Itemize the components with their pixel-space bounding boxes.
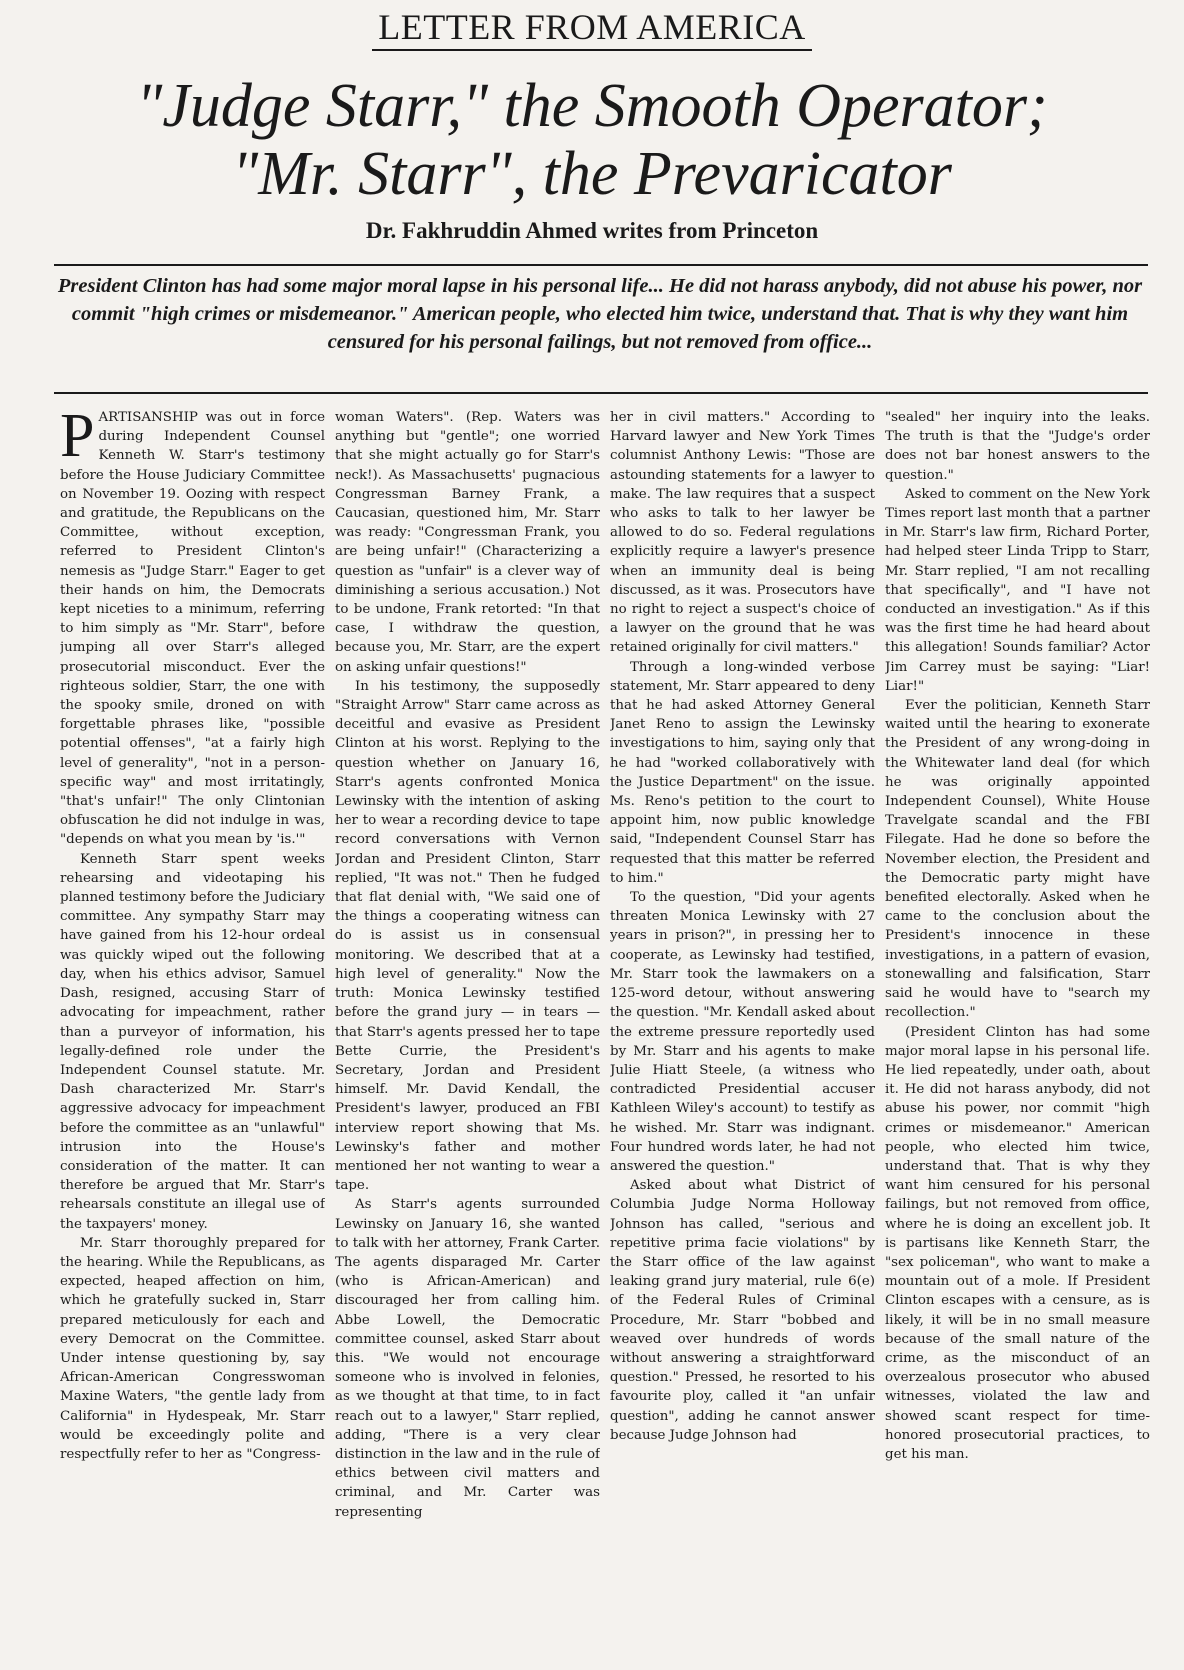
article-paragraph: Through a long-winded verbose statement, Mr. Starr appeared to deny that he had asked Attorney General Janet Reno to assign the Lewinsky investigations to him, saying only that he had "worked collaboratively with the Justice Department" on the issue. Ms. Reno's petition to the court to appoint him, now public knowledge said, "Independent Counsel Starr has requested that this matter be referred to him." (610, 659, 875, 886)
headline-line-2: "Mr. Starr", the Prevaricator (232, 140, 952, 208)
article-paragraph: Asked about what District of Columbia Judge Norma Holloway Johnson has called, "serious and repetitive prima facie violations" by the Starr office of the law against leaking grand jury material, rule 6(e) of the Federal Rules of Criminal Procedure, Mr. Starr "bobbed and weaved over hundreds of words without answering a straightforward question." Pressed, he resorted to his favourite ploy, called it "an unfair question", adding he cannot answer because Judge Johnson had (610, 1178, 875, 1443)
article-paragraph: Mr. Starr thoroughly prepared for the hearing. While the Republicans, as expected, heaped affection on him, which he gratefully sucked in, Starr prepared meticulously for each and every Democrat on the Committee. Under intense questioning by, say African-American Congresswoman Maxine Waters, "the gentle lady from California" in Hydespeak, Mr. Starr would be exceedingly polite and respectfully refer to her as "Congress- (60, 1235, 325, 1462)
article-body (60, 408, 1156, 1660)
article-paragraph (60, 408, 325, 850)
article-paragraph: Ever the politician, Kenneth Starr waited until the hearing to exonerate the President of any wrong-doing in the Whitewater land deal (for which he was originally appointed Independent Counsel), White House Travelgate scandal and the FBI Filegate. Had he done so before the November election, the President and the Democratic party might have benefited electorally. Asked when he came to the conclusion about the President's innocence in these investigations, in a pattern of evasion, stonewalling and falsification, Starr said he would have to "search my recollection." (885, 698, 1150, 1021)
byline: Dr. Fakhruddin Ahmed writes from Princeton (365, 218, 819, 243)
article-paragraph: "sealed" her inquiry into the leaks. The truth is that the "Judge's order does not bar honest answers to the question." (885, 410, 1150, 483)
kicker-text: LETTER FROM AMERICA (372, 6, 812, 51)
drop-cap: P (60, 408, 95, 470)
article-column-4 (885, 408, 1150, 1660)
deck-top-rule (54, 264, 1148, 266)
article-column-2 (335, 408, 600, 1660)
article-paragraph: Kenneth Starr spent weeks rehearsing and videotaping his planned testimony before the Judiciary committee. Any sympathy Starr may have gained from his 12-hour ordeal was quickly wiped out the following day, when his ethics advisor, Samuel Dash, resigned, accusing Starr of advocating for impeachment, rather than a purveyor of information, his legally-defined role under the Independent Counsel statute. Mr. Dash characterized Mr. Starr's aggressive advocacy for impeachment before the committee as an "unlawful" intrusion into the House's consideration of the matter. It can therefore be argued that Mr. Starr's rehearsals constitute an illegal use of the taxpayers' money. (60, 851, 325, 1232)
article-column-3 (610, 408, 875, 1660)
deck-bottom-rule (54, 392, 1148, 394)
article-paragraph: (President Clinton has had some major moral lapse in his personal life. He lied repeatedly, under oath, about it. He did not harass anybody, did not abuse his power, nor commit "high crimes or misdemeanor." American people, who elected him twice, understand that. That is why they want him censured for his personal failings, but not removed from office, where he is doing an excellent job. It is partisans like Kenneth Starr, the "sex policeman", who want to make a mountain out of a mole. If President Clinton escapes with a censure, as is likely, it will be in no small measure because of the small nature of the crime, as the misconduct of an overzealous prosecutor who abused witnesses, violated the law and showed scant respect for time-honored prosecutorial practices, to get his man. (885, 1024, 1150, 1462)
headline (0, 72, 1184, 208)
headline-line-1: "Judge Starr," the Smooth Operator; (136, 72, 1048, 140)
article-paragraph: As Starr's agents surrounded Lewinsky on January 16, she wanted to talk with her attorney, Frank Carter. The agents disparaged Mr. Carter (who is African-American) and discouraged her from calling him. Abbe Lowell, the Democratic committee counsel, asked Starr about this. "We would not encourage someone who is involved in felonies, as we thought at that time, to in fact reach out to a lawyer," Starr replied, adding, "There is a very clear distinction in the law and in the rule of ethics between civil matters and criminal, and Mr. Carter was representing (335, 1197, 600, 1520)
article-paragraph: In his testimony, the supposedly "Straight Arrow" Starr came across as deceitful and evasive as President Clinton at his worst. Replying to the question whether on January 16, Starr's agents confronted Monica Lewinsky with the intention of asking her to wear a recording device to tape record conversations with Vernon Jordan and President Clinton, Starr replied, "It was not." Then he fudged that flat denial with, "We said one of the things a cooperating witness can do is assist us in consensual monitoring. We described that at a high level of generality." Now the truth: Monica Lewinsky testified before the grand jury — in tears — that Starr's agents pressed her to tape Bette Currie, the President's Secretary, Jordan and President himself. Mr. David Kendall, the President's lawyer, produced an FBI interview report showing that Ms. Lewinsky's father and mother mentioned her not wanting to wear a tape. (335, 678, 600, 1194)
article-paragraph: To the question, "Did your agents threaten Monica Lewinsky with 27 years in prison?", in pressing her to cooperate, as Lewinsky had testified, Mr. Starr took the lawmakers on a 125-word detour, without answering the question. "Mr. Kendall asked about the extreme pressure reportedly used by Mr. Starr and his agents to make Julie Hiatt Steele, (a witness who contradicted Presidential accuser Kathleen Wiley's account) to testify as he wished. Mr. Starr was indignant. Four hundred words later, he had not answered the question." (610, 890, 875, 1174)
article-paragraph: Asked to comment on the New York Times report last month that a partner in Mr. Starr's law firm, Richard Porter, had helped steer Linda Tripp to Starr, Mr. Starr replied, "I am not recalling that specifically", and "I have not conducted an investigation." As if this was the first time he had heard about this allegation! Sounds familiar? Actor Jim Carrey must be saying: "Liar! Liar!" (885, 486, 1150, 694)
article-column-1 (60, 408, 325, 1660)
article-paragraph: woman Waters". (Rep. Waters was anything but "gentle"; one worried that she might actually go for Starr's neck!). As Massachusetts' pugnacious Congressman Barney Frank, a Caucasian, questioned him, Mr. Starr was ready: "Congressman Frank, you are being unfair!" (Characterizing a question as "unfair" is a clever way of diminishing a serious accusation.) Not to be undone, Frank retorted: "In that case, I withdraw the question, because you, Mr. Starr, are the expert on asking unfair questions!" (335, 410, 600, 675)
section-kicker (0, 6, 1184, 51)
deck-pull-quote: President Clinton has had some major moral lapse in his personal life... He did not harass anybody, did not abuse his power, nor commit "high crimes or misdemeanor." American people, who elected him twice, understand that. That is why they want him censured for his personal failings, but not removed from office... (57, 275, 1143, 353)
article-paragraph: her in civil matters." According to Harvard lawyer and New York Times columnist Anthony Lewis: "Those are astounding statements for a lawyer to make. The law requires that a suspect who asks to talk to her lawyer be allowed to do so. Federal regulations explicitly require a lawyer's presence when an immunity deal is being discussed, as it was. Prosecutors have no right to reject a suspect's choice of a lawyer on the ground that he was retained originally for civil matters." (610, 410, 875, 656)
paragraph-text: ARTISANSHIP was out in force during Independent Counsel Kenneth W. Starr's testimony before the House Judiciary Committee on November 19. Oozing with respect and gratitude, the Republicans on the Committee, without exception, referred to President Clinton's nemesis as "Judge Starr." Eager to get their hands on him, the Democrats kept niceties to a minimum, referring to him simply as "Mr. Starr", before jumping all over Starr's alleged prosecutorial misconduct. Ever the righteous soldier, Starr, the one with the spooky smile, droned on with forgettable phrases like, "possible potential offenses", "at a fairly high level of generality", "not in a person-specific way" and most irritatingly, "that's unfair!" The only Clintonian obfuscation he did not indulge in was, "depends on what you mean by 'is.'" (60, 410, 325, 848)
